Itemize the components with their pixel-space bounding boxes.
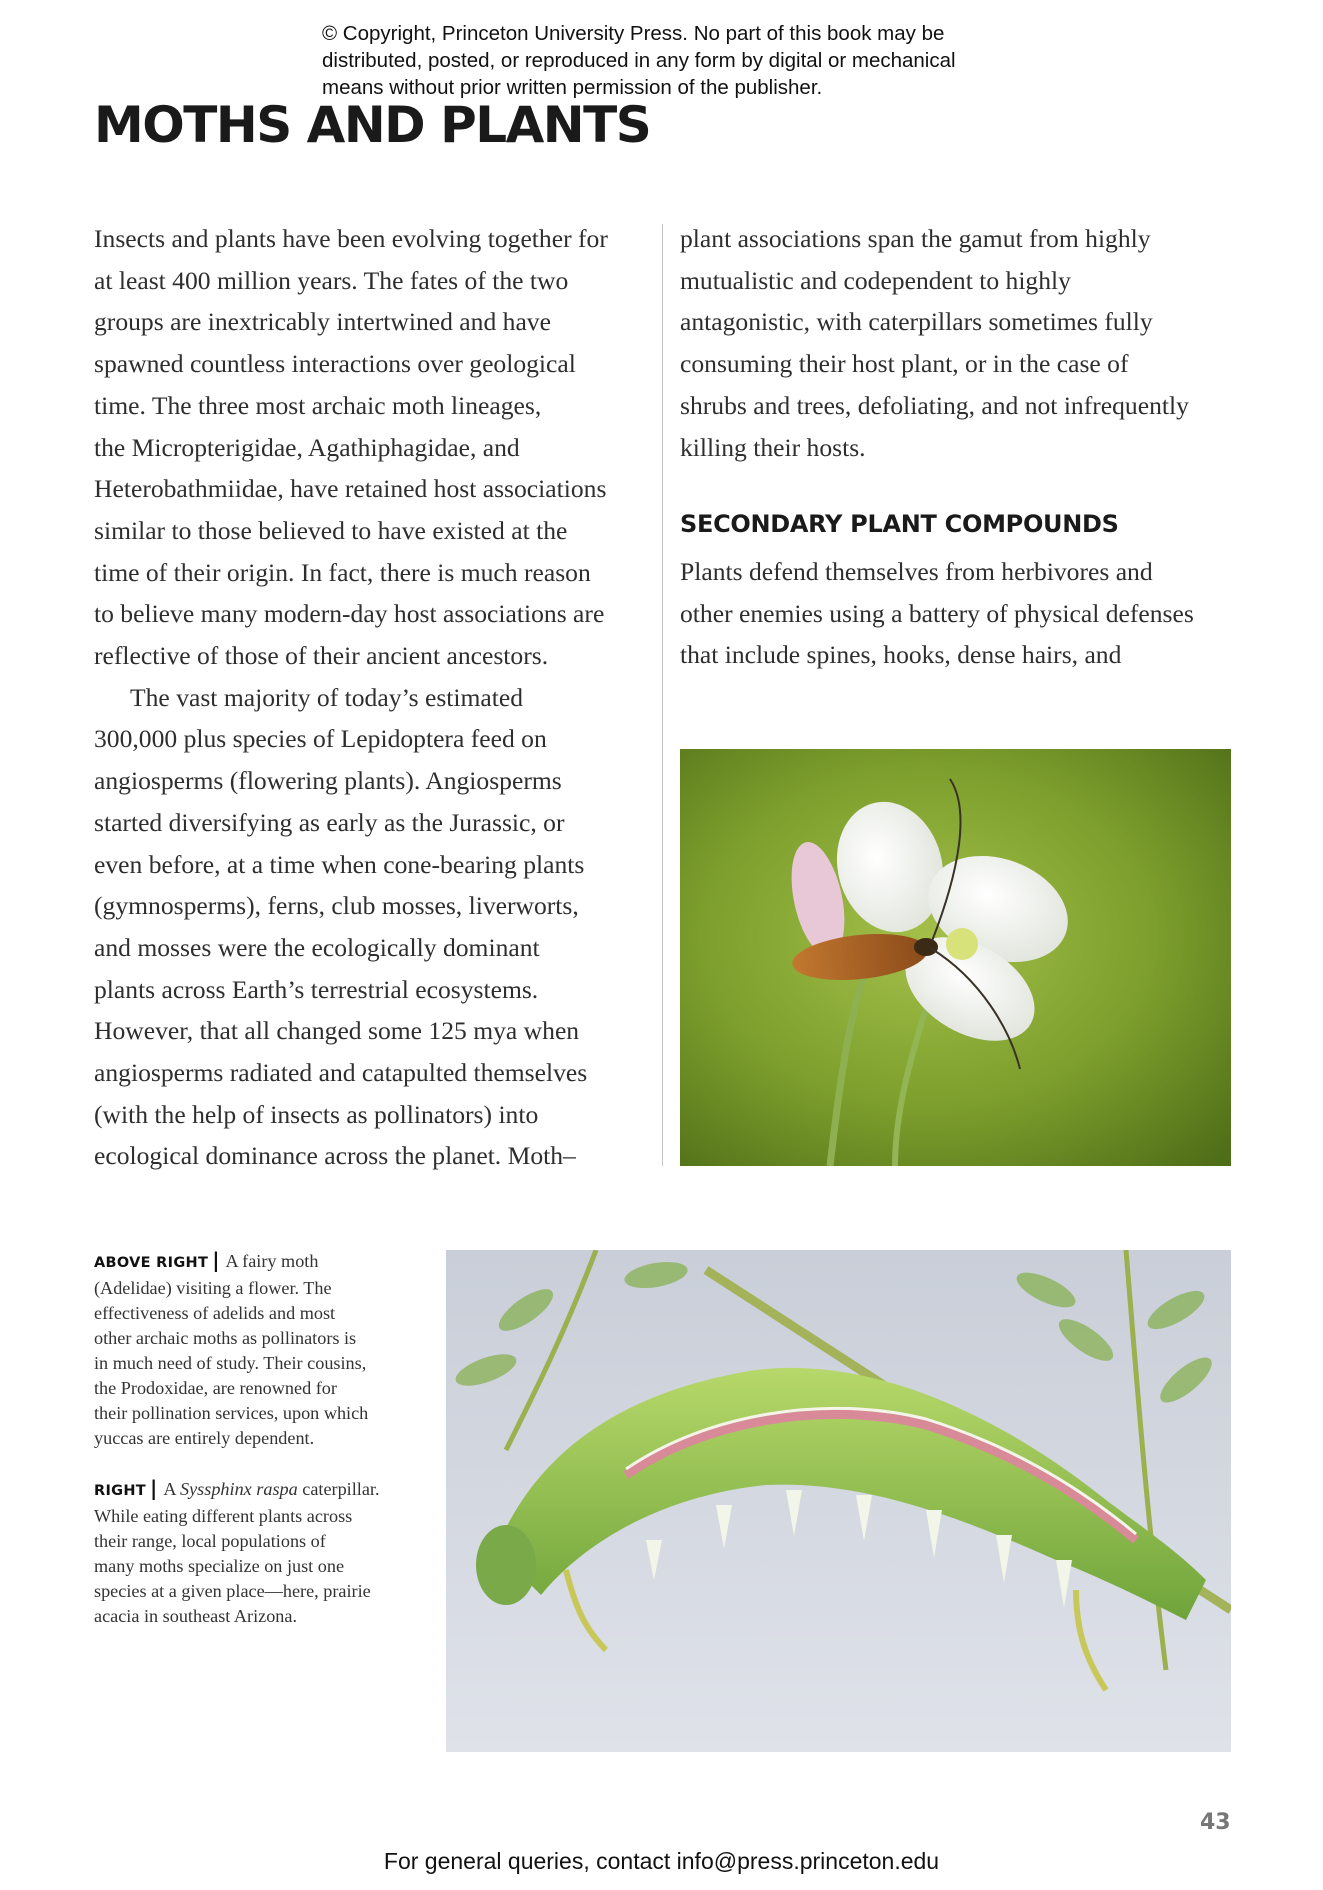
caption-text: their pollination services, upon which: [94, 1403, 369, 1423]
text-line: (gymnosperms), ferns, club mosses, liverworts,: [94, 891, 579, 921]
caption-text: the Prodoxidae, are renowned for: [94, 1378, 337, 1398]
paragraph-2: [94, 677, 654, 1177]
caption-text: (Adelidae) visiting a flower. The: [94, 1278, 332, 1298]
text-line: to believe many modern-day host associations are: [94, 599, 605, 629]
left-column: [94, 218, 654, 1177]
text-line: started diversifying as early as the Jurassic, or: [94, 807, 565, 837]
section-heading: SECONDARY PLANT COMPOUNDS: [680, 510, 1119, 538]
caption-text: in much need of study. Their cousins,: [94, 1353, 367, 1373]
caption-label: RIGHT: [94, 1483, 146, 1499]
caption-text: caterpillar.: [302, 1479, 380, 1499]
text-line: groups are inextricably intertwined and have: [94, 307, 551, 337]
copyright-line: distributed, posted, or reproduced in any form by digital or mechanical: [322, 49, 956, 72]
text-line: However, that all changed some 125 mya when: [94, 1016, 580, 1046]
paragraph-3: [680, 218, 1240, 468]
text-line: shrubs and trees, defoliating, and not infrequently: [680, 390, 1189, 420]
text-line: plant associations span the gamut from highly: [680, 224, 1151, 253]
text-line: (with the help of insects as pollinators) into: [94, 1099, 539, 1129]
text-line: Heterobathmiidae, have retained host associations: [94, 474, 607, 504]
copyright-notice: [322, 20, 1042, 101]
fairy-moth-illustration: [680, 749, 1231, 1166]
text-line: time. The three most archaic moth lineages,: [94, 390, 542, 420]
page-number: 43: [1200, 1810, 1231, 1835]
text-line: Insects and plants have been evolving together for: [94, 224, 608, 253]
text-line: other enemies using a battery of physical defenses: [680, 598, 1194, 628]
copyright-line: means without prior written permission of the publisher.: [322, 76, 823, 99]
text-line: similar to those believed to have existed at the: [94, 515, 568, 545]
species-name: Syssphinx raspa: [180, 1479, 298, 1499]
fairy-moth-photo: [680, 749, 1231, 1166]
text-line: plants across Earth’s terrestrial ecosystems.: [94, 974, 539, 1004]
text-line: the Micropterigidae, Agathiphagidae, and: [94, 432, 520, 462]
text-line: consuming their host plant, or in the case of: [680, 349, 1129, 379]
text-line: 300,000 plus species of Lepidoptera feed on: [94, 724, 547, 754]
caption-text: A fairy moth: [225, 1251, 319, 1271]
text-line: even before, at a time when cone-bearing plants: [94, 849, 585, 879]
paragraph-4: [680, 551, 1240, 676]
footer-contact: For general queries, contact info@press.princeton.edu: [383, 1848, 940, 1874]
figure-captions: [94, 1248, 424, 1629]
caption-text: species at a given place—here, prairie: [94, 1581, 371, 1601]
text-line: reflective of those of their ancient ancestors.: [94, 641, 549, 671]
text-line: The vast majority of today’s estimated: [130, 682, 524, 712]
text-line: at least 400 million years. The fates of the two: [94, 265, 569, 295]
caption-text: A: [163, 1479, 176, 1499]
copyright-line: © Copyright, Princeton University Press. No part of this book may be: [322, 22, 945, 45]
caption-text: acacia in southeast Arizona.: [94, 1606, 298, 1626]
caption-text: While eating different plants across: [94, 1506, 353, 1526]
caterpillar-photo: [446, 1250, 1231, 1752]
caption-text: yuccas are entirely dependent.: [94, 1428, 315, 1448]
text-line: angiosperms (flowering plants). Angiosperms: [94, 766, 562, 796]
right-column-section: [680, 551, 1240, 676]
caption-above-right: [94, 1248, 424, 1451]
text-line: Plants defend themselves from herbivores and: [680, 557, 1153, 586]
text-line: mutualistic and codependent to highly: [680, 265, 1071, 295]
text-line: killing their hosts.: [680, 432, 866, 462]
paragraph-1: [94, 218, 654, 677]
caterpillar-illustration: [446, 1250, 1231, 1752]
caption-label: ABOVE RIGHT: [94, 1255, 209, 1271]
text-line: and mosses were the ecologically dominant: [94, 932, 540, 962]
text-line: antagonistic, with caterpillars sometimes fully: [680, 307, 1153, 337]
caption-divider: |: [212, 1248, 220, 1272]
caption-text: effectiveness of adelids and most: [94, 1303, 336, 1323]
caption-text: their range, local populations of: [94, 1531, 326, 1551]
text-line: time of their origin. In fact, there is much reason: [94, 557, 591, 587]
caption-right: [94, 1476, 424, 1629]
page-title: MOTHS AND PLANTS: [94, 96, 651, 154]
text-line: ecological dominance across the planet. Moth–: [94, 1141, 576, 1171]
caption-divider: |: [150, 1476, 158, 1500]
caption-text: other archaic moths as pollinators is: [94, 1328, 357, 1348]
column-divider: [662, 224, 663, 1166]
right-column: [680, 218, 1240, 468]
text-line: angiosperms radiated and catapulted themselves: [94, 1058, 588, 1088]
text-line: that include spines, hooks, dense hairs, and: [680, 640, 1122, 670]
caption-text: many moths specialize on just one: [94, 1556, 345, 1576]
text-line: spawned countless interactions over geological: [94, 349, 576, 379]
